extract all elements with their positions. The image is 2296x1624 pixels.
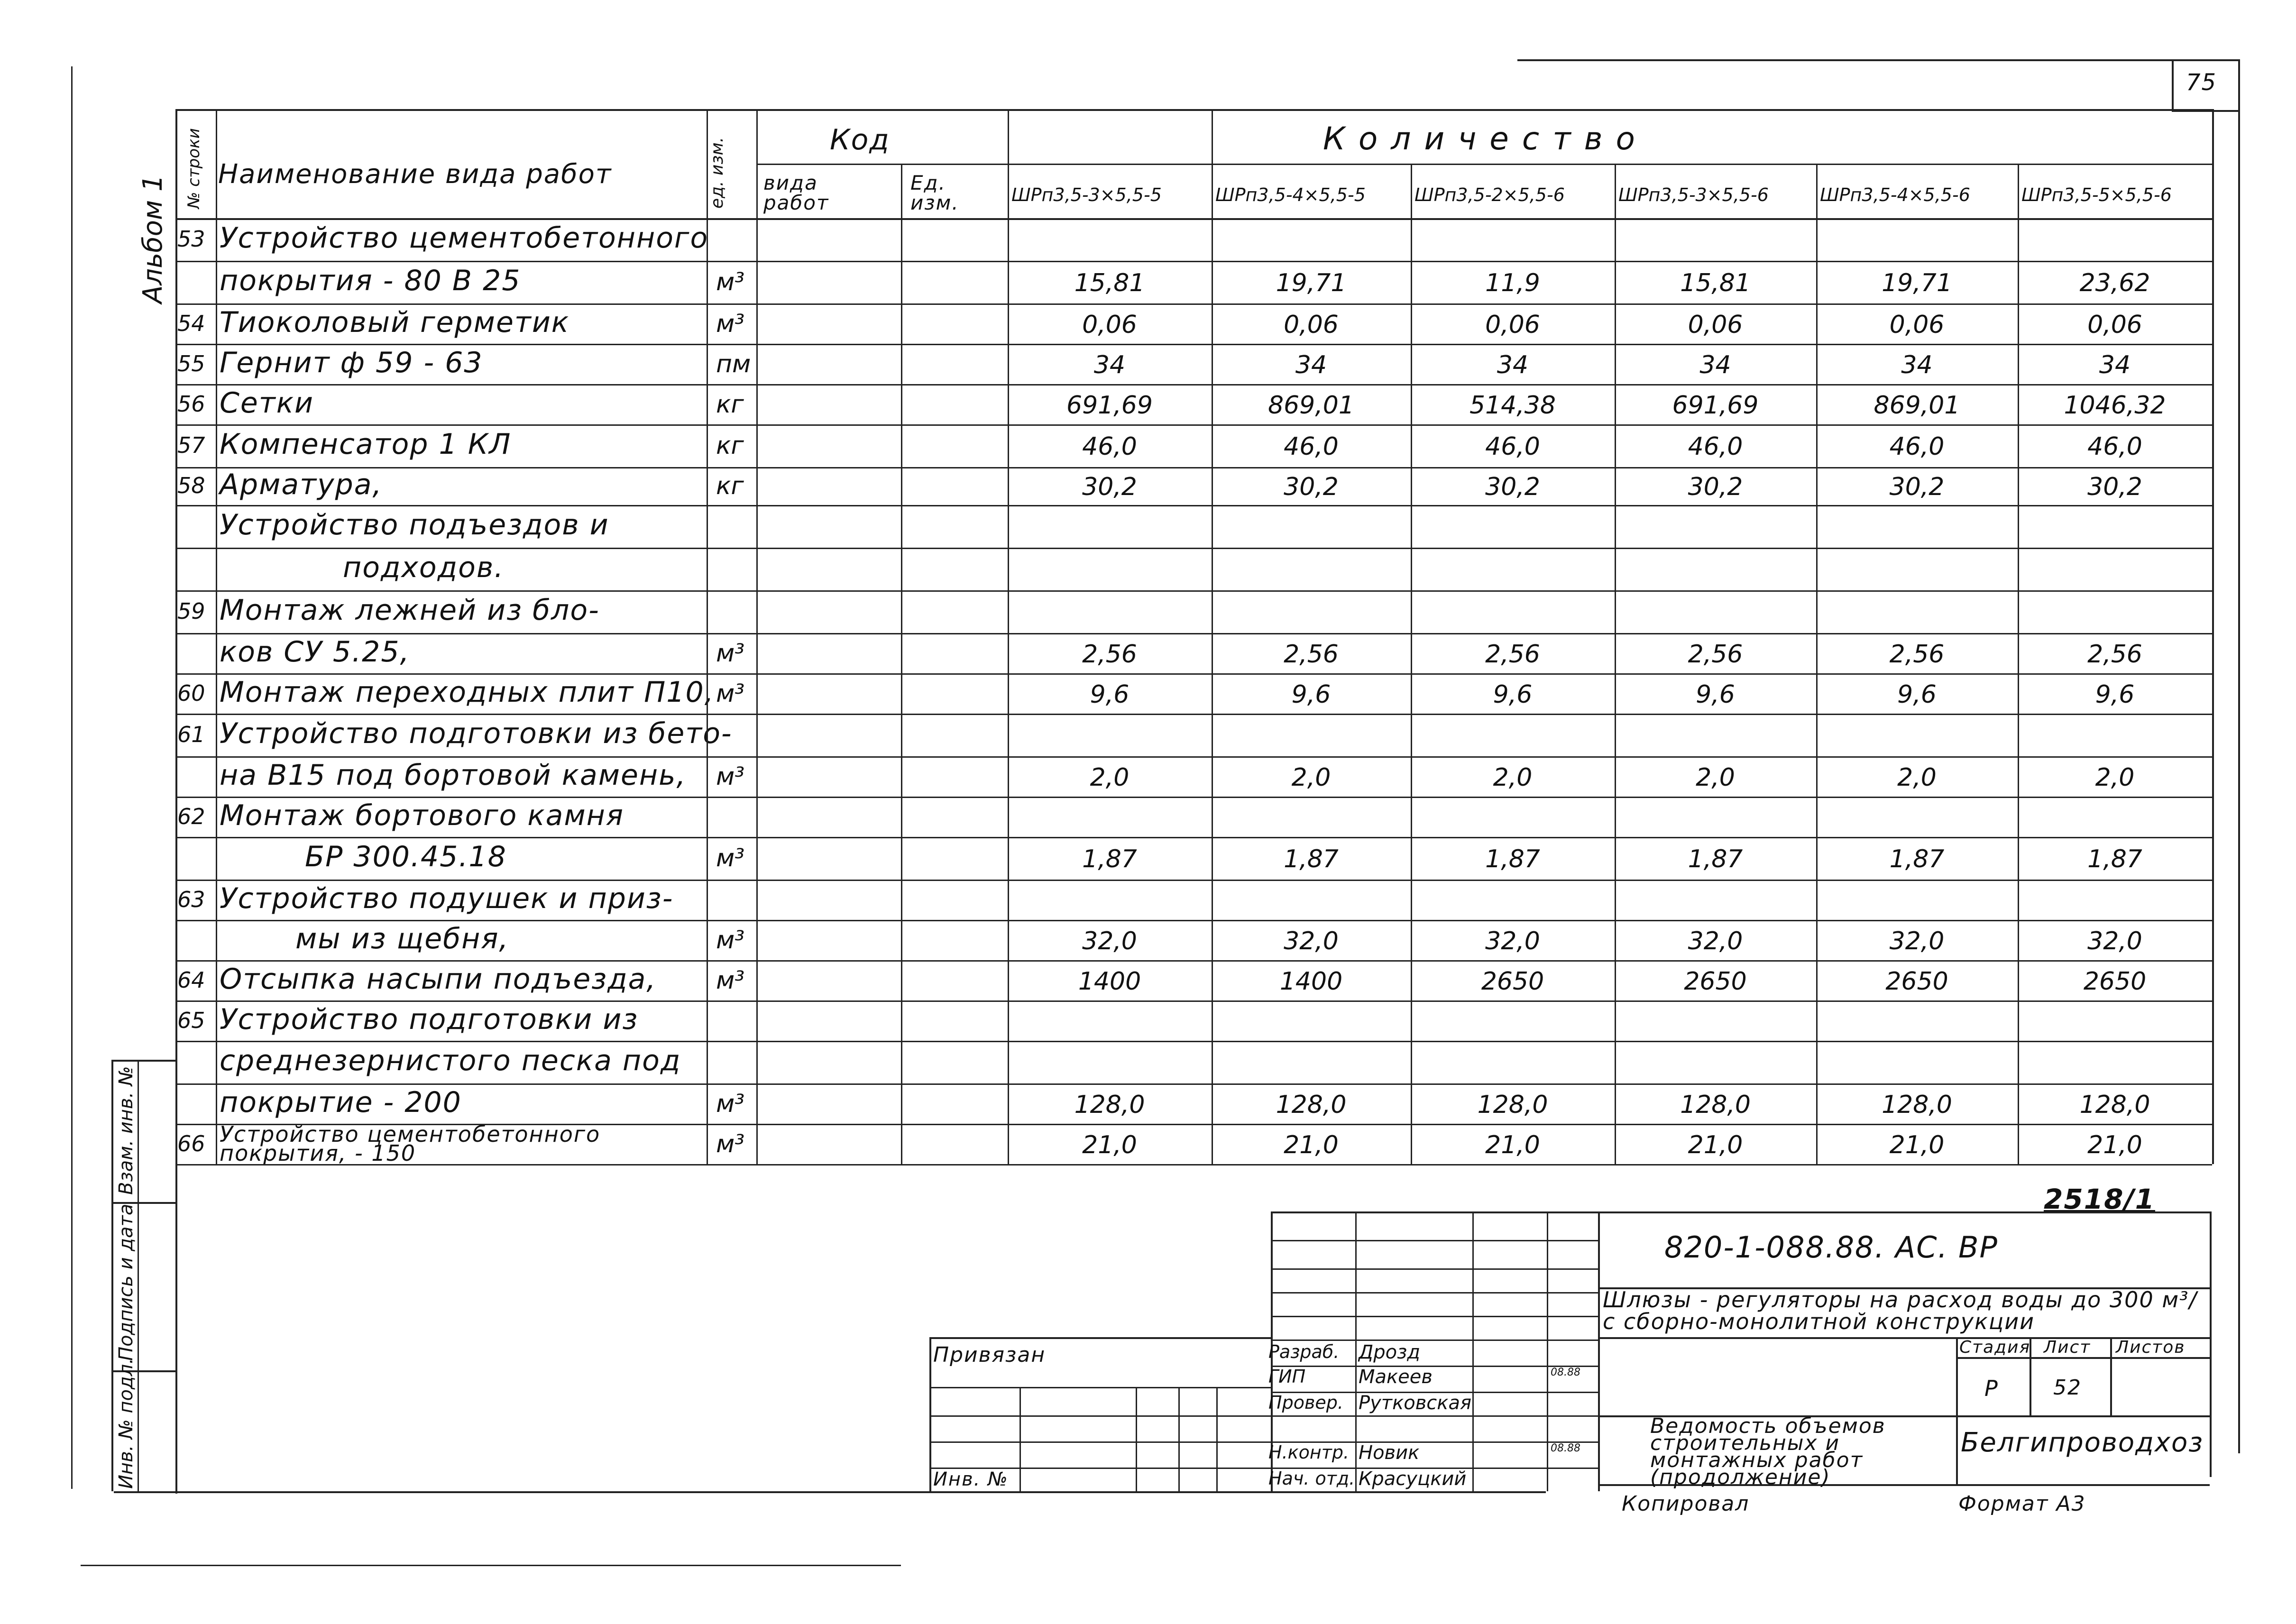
stamp-date: 08.88 bbox=[1551, 1367, 1580, 1378]
stage-value: Р bbox=[1984, 1376, 1999, 1401]
quantity-cell: 2,0 bbox=[1291, 763, 1331, 792]
header-code: Код bbox=[830, 123, 890, 156]
quantity-cell: 514,38 bbox=[1469, 391, 1556, 420]
quantity-cell: 46,0 bbox=[1485, 432, 1540, 461]
header-unit: ед. изм. bbox=[707, 137, 727, 209]
header-row-no: № строки bbox=[184, 128, 203, 209]
quantity-cell: 0,06 bbox=[1889, 310, 1945, 339]
stage-label: Стадия bbox=[1959, 1338, 2031, 1357]
row-number: 53 bbox=[177, 226, 205, 252]
unit-cell: кг bbox=[716, 390, 744, 419]
work-name: подходов. bbox=[343, 551, 505, 584]
work-name: Устройство подготовки из bbox=[220, 1002, 639, 1036]
row-line bbox=[175, 673, 2212, 675]
row-number: 57 bbox=[177, 432, 205, 458]
work-name: Компенсатор 1 КЛ bbox=[220, 428, 512, 461]
quantity-cell: 15,81 bbox=[1074, 269, 1145, 297]
quantity-cell: 34 bbox=[1093, 350, 1126, 379]
quantity-cell: 19,71 bbox=[1276, 269, 1347, 297]
quantity-cell: 46,0 bbox=[1284, 432, 1339, 461]
quantity-cell: 2,56 bbox=[1082, 640, 1137, 669]
quantity-cell: 21,0 bbox=[1082, 1130, 1137, 1159]
row-line bbox=[175, 920, 2212, 921]
quantity-cell: 46,0 bbox=[1889, 432, 1945, 461]
row-line bbox=[175, 714, 2212, 715]
quantity-cell: 34 bbox=[1699, 350, 1731, 379]
inv-no-label: Инв. № bbox=[933, 1468, 1009, 1490]
quantity-cell: 1400 bbox=[1279, 967, 1343, 996]
quantity-cell: 21,0 bbox=[1284, 1130, 1339, 1159]
quantity-cell: 869,01 bbox=[1268, 391, 1354, 420]
quantity-cell: 9,6 bbox=[1696, 680, 1735, 709]
unit-cell: м³ bbox=[716, 679, 745, 708]
work-name: Отсыпка насыпи подъезда, bbox=[220, 962, 657, 996]
album-label: Альбом 1 bbox=[138, 174, 168, 303]
doc-code: 820-1-088.88. АС. ВР bbox=[1664, 1230, 1998, 1265]
quantity-cell: 30,2 bbox=[1485, 473, 1540, 501]
row-number: 65 bbox=[177, 1007, 205, 1033]
quantity-column-header: ШРп3,5-2×5,5-6 bbox=[1414, 184, 1565, 205]
quantity-cell: 11,9 bbox=[1485, 269, 1540, 297]
quantity-cell: 21,0 bbox=[1688, 1130, 1743, 1159]
quantity-cell: 128,0 bbox=[1276, 1090, 1347, 1119]
column-line bbox=[175, 109, 177, 1164]
privyazan-r1 bbox=[929, 1387, 1271, 1388]
quantity-cell: 32,0 bbox=[1688, 927, 1743, 955]
work-name: Тиоколовый герметик bbox=[220, 305, 570, 339]
quantity-cell: 2,0 bbox=[1493, 763, 1533, 792]
stamp-person: Красуцкий bbox=[1359, 1468, 1467, 1490]
stamp-stage-div2 bbox=[2110, 1337, 2112, 1415]
row-line bbox=[175, 960, 2212, 962]
row-line bbox=[175, 261, 2212, 262]
header-name: Наименование вида работ bbox=[218, 159, 612, 190]
quantity-cell: 34 bbox=[2099, 350, 2131, 379]
work-name: Устройство цементобетонного bbox=[220, 221, 709, 255]
quantity-cell: 128,0 bbox=[2079, 1090, 2150, 1119]
quantity-cell: 46,0 bbox=[1082, 432, 1137, 461]
column-line bbox=[901, 164, 902, 1164]
column-line bbox=[216, 109, 217, 1164]
row-line bbox=[175, 384, 2212, 385]
stamp-person: Рутковская bbox=[1359, 1392, 1472, 1414]
stamp-row-line bbox=[1271, 1415, 1598, 1417]
work-name: Гернит ф 59 - 63 bbox=[220, 346, 483, 379]
side-stamp-left bbox=[111, 1060, 113, 1491]
work-name: мы из щебня, bbox=[295, 922, 509, 955]
quantity-cell: 32,0 bbox=[1889, 927, 1945, 955]
stamp-date: 08.88 bbox=[1551, 1442, 1580, 1454]
quantity-cell: 9,6 bbox=[1897, 680, 1937, 709]
row-line bbox=[175, 344, 2212, 345]
work-name: БР 300.45.18 bbox=[305, 840, 507, 873]
page-number: 75 bbox=[2186, 69, 2217, 96]
quantity-column-header: ШРп3,5-4×5,5-6 bbox=[1820, 184, 1970, 205]
row-line bbox=[175, 1164, 2212, 1165]
unit-cell: м³ bbox=[716, 1129, 745, 1158]
unit-cell: м³ bbox=[716, 762, 745, 791]
row-line bbox=[175, 303, 2212, 305]
column-line bbox=[707, 109, 708, 1164]
quantity-cell: 2,56 bbox=[1485, 640, 1540, 669]
work-name: Монтаж бортового камня bbox=[220, 798, 624, 832]
row-number: 63 bbox=[177, 886, 205, 912]
work-name: Сетки bbox=[220, 386, 314, 420]
stamp-role: Провер. bbox=[1268, 1392, 1343, 1413]
work-name: Арматура, bbox=[220, 468, 383, 501]
stamp-stage-line bbox=[1956, 1357, 2210, 1359]
side-stamp-inner bbox=[138, 1060, 139, 1491]
work-name: покрытия - 80 В 25 bbox=[220, 264, 521, 297]
row-line bbox=[175, 424, 2212, 426]
row-line bbox=[175, 756, 2212, 758]
stamp-org-divider bbox=[1956, 1337, 1958, 1484]
quantity-cell: 32,0 bbox=[2087, 927, 2142, 955]
column-line bbox=[1212, 109, 1213, 1164]
quantity-cell: 2650 bbox=[1885, 967, 1948, 996]
stamp-row-line bbox=[1271, 1316, 1598, 1317]
stamp-row-line bbox=[1271, 1292, 1598, 1294]
stamp-col-role bbox=[1355, 1211, 1357, 1491]
row-number: 61 bbox=[177, 722, 205, 747]
quantity-column-header: ШРп3,5-3×5,5-6 bbox=[1618, 184, 1769, 205]
row-number: 62 bbox=[177, 803, 205, 829]
sheet-label: Лист bbox=[2044, 1338, 2091, 1357]
quantity-cell: 128,0 bbox=[1477, 1090, 1548, 1119]
work-name: среднезернистого песка под bbox=[220, 1044, 681, 1077]
quantity-cell: 2,56 bbox=[2087, 640, 2142, 669]
sheet-value: 52 bbox=[2053, 1376, 2082, 1400]
quantity-cell: 30,2 bbox=[1284, 473, 1339, 501]
quantity-cell: 2,0 bbox=[1696, 763, 1735, 792]
row-line bbox=[175, 505, 2212, 506]
quantity-cell: 1046,32 bbox=[2064, 391, 2166, 420]
format-label: Формат А3 bbox=[1958, 1492, 2086, 1516]
column-line bbox=[1411, 164, 1412, 1164]
row-line bbox=[175, 1124, 2212, 1125]
privyazan-label: Привязан bbox=[933, 1343, 1046, 1367]
stamp-right-line bbox=[2210, 1211, 2212, 1477]
quantity-cell: 30,2 bbox=[2087, 473, 2142, 501]
quantity-cell: 2,56 bbox=[1688, 640, 1743, 669]
row-line bbox=[175, 1083, 2212, 1085]
stamp-col-date bbox=[1547, 1211, 1548, 1491]
work-name: Устройство подушек и приз- bbox=[220, 881, 674, 915]
quantity-column-header: ШРп3,5-5×5,5-6 bbox=[2021, 184, 2172, 205]
copied-label: Копировал bbox=[1622, 1492, 1750, 1516]
quantity-cell: 1,87 bbox=[1485, 845, 1540, 873]
quantity-cell: 1,87 bbox=[1284, 845, 1339, 873]
row-number: 60 bbox=[177, 680, 205, 706]
stamp-row-line bbox=[1271, 1268, 1598, 1270]
column-line bbox=[1008, 109, 1009, 1164]
project-title: Шлюзы - регуляторы на расход воды до 300 м³/с сборно-монолитной конструкции bbox=[1603, 1287, 2197, 1334]
quantity-cell: 34 bbox=[1497, 350, 1529, 379]
row-number: 59 bbox=[177, 598, 205, 624]
work-name: Устройство цементобетонного покрытия, - 150 bbox=[220, 1121, 601, 1166]
quantity-cell: 21,0 bbox=[1485, 1130, 1540, 1159]
side-stamp-replace: Взам. инв. № bbox=[115, 1066, 137, 1195]
row-line bbox=[175, 590, 2212, 592]
sheets-label: Листов bbox=[2116, 1338, 2186, 1357]
quantity-cell: 9,6 bbox=[2095, 680, 2135, 709]
unit-cell: м³ bbox=[716, 268, 745, 296]
work-name: Монтаж лежней из бло- bbox=[220, 594, 600, 627]
privyazan-c3 bbox=[1178, 1387, 1180, 1491]
quantity-cell: 2,56 bbox=[1889, 640, 1945, 669]
row-line bbox=[175, 633, 2212, 634]
quantity-cell: 128,0 bbox=[1074, 1090, 1145, 1119]
quantity-cell: 30,2 bbox=[1082, 473, 1137, 501]
quantity-column-header: ШРп3,5-4×5,5-5 bbox=[1215, 184, 1366, 205]
unit-cell: пм bbox=[716, 349, 751, 378]
row-line bbox=[175, 1000, 2212, 1002]
table-top-line bbox=[175, 109, 2212, 111]
privyazan-c4 bbox=[1216, 1387, 1218, 1491]
quantity-cell: 1,87 bbox=[2087, 845, 2142, 873]
row-line bbox=[175, 880, 2212, 881]
row-number: 64 bbox=[177, 967, 205, 993]
row-line bbox=[175, 837, 2212, 838]
stamp-row-line bbox=[1271, 1240, 1598, 1241]
header-quantity: Количество bbox=[1323, 120, 1648, 157]
quantity-cell: 46,0 bbox=[2087, 432, 2142, 461]
row-line bbox=[175, 1041, 2212, 1042]
quantity-cell: 34 bbox=[1901, 350, 1933, 379]
quantity-cell: 0,06 bbox=[1485, 310, 1540, 339]
quantity-cell: 2,0 bbox=[2095, 763, 2135, 792]
quantity-cell: 2650 bbox=[1481, 967, 1544, 996]
row-number: 58 bbox=[177, 473, 205, 498]
quantity-cell: 32,0 bbox=[1485, 927, 1540, 955]
quantity-cell: 2,0 bbox=[1897, 763, 1937, 792]
quantity-cell: 32,0 bbox=[1082, 927, 1137, 955]
quantity-cell: 2650 bbox=[2083, 967, 2147, 996]
quantity-cell: 2650 bbox=[1684, 967, 1747, 996]
quantity-cell: 21,0 bbox=[1889, 1130, 1945, 1159]
quantity-cell: 34 bbox=[1295, 350, 1327, 379]
stamp-col-sign bbox=[1472, 1211, 1474, 1491]
stamp-row-line bbox=[1271, 1366, 1598, 1367]
quantity-cell: 128,0 bbox=[1680, 1090, 1751, 1119]
quantity-cell: 46,0 bbox=[1688, 432, 1743, 461]
privyazan-c2 bbox=[1136, 1387, 1137, 1491]
doc-title: Ведомость объемов строительных и монтажных работ (продолжение) bbox=[1650, 1414, 1886, 1489]
work-name: Устройство подъездов и bbox=[220, 508, 609, 541]
unit-cell: м³ bbox=[716, 639, 745, 668]
column-line bbox=[1816, 164, 1818, 1164]
unit-cell: кг bbox=[716, 472, 744, 500]
quantity-cell: 691,69 bbox=[1066, 391, 1153, 420]
quantity-cell: 19,71 bbox=[1882, 269, 1952, 297]
quantity-cell: 869,01 bbox=[1874, 391, 1960, 420]
stamp-top-line bbox=[1271, 1211, 2210, 1213]
quantity-cell: 32,0 bbox=[1284, 927, 1339, 955]
stamp-main-divider bbox=[1598, 1211, 1600, 1491]
privyazan-top bbox=[929, 1337, 1271, 1339]
privyazan-c1 bbox=[1019, 1387, 1021, 1491]
quantity-cell: 0,06 bbox=[1284, 310, 1339, 339]
quantity-cell: 9,6 bbox=[1291, 680, 1331, 709]
quantity-cell: 9,6 bbox=[1493, 680, 1533, 709]
unit-cell: кг bbox=[716, 431, 744, 460]
quantity-cell: 21,0 bbox=[2087, 1130, 2142, 1159]
quantity-cell: 23,62 bbox=[2079, 269, 2150, 297]
column-line bbox=[2212, 109, 2214, 1164]
stamp-role: Разраб. bbox=[1268, 1341, 1340, 1362]
quantity-cell: 30,2 bbox=[1688, 473, 1743, 501]
column-line bbox=[756, 109, 758, 1164]
quantity-cell: 128,0 bbox=[1882, 1090, 1952, 1119]
quantity-cell: 0,06 bbox=[1688, 310, 1743, 339]
column-line bbox=[1615, 164, 1616, 1164]
stamp-person: Макеев bbox=[1359, 1366, 1433, 1388]
stamp-role: Н.контр. bbox=[1268, 1442, 1350, 1463]
privyazan-r3 bbox=[929, 1441, 1271, 1443]
side-stamp-top bbox=[111, 1060, 175, 1062]
unit-cell: м³ bbox=[716, 844, 745, 872]
quantity-cell: 0,06 bbox=[2087, 310, 2142, 339]
row-number: 55 bbox=[177, 350, 205, 376]
row-number: 66 bbox=[177, 1130, 205, 1156]
stamp-person: Новик bbox=[1359, 1442, 1420, 1464]
header-mid-line bbox=[756, 164, 2212, 165]
row-line bbox=[175, 218, 2212, 220]
row-number: 54 bbox=[177, 310, 205, 336]
quantity-column-header: ШРп3,5-3×5,5-5 bbox=[1011, 184, 1162, 205]
stamp-role: ГИП bbox=[1268, 1366, 1306, 1387]
stamp-person: Дрозд bbox=[1359, 1341, 1421, 1363]
quantity-cell: 691,69 bbox=[1672, 391, 1759, 420]
unit-cell: м³ bbox=[716, 926, 745, 954]
quantity-cell: 30,2 bbox=[1889, 473, 1945, 501]
organization: Белгипроводхоз bbox=[1961, 1427, 2204, 1458]
stamp-role: Нач. отд. bbox=[1268, 1468, 1355, 1489]
row-line bbox=[175, 797, 2212, 798]
row-number: 56 bbox=[177, 391, 205, 417]
side-stamp-inv-no: Инв. № подл. bbox=[115, 1358, 137, 1489]
work-name: на В15 под бортовой камень, bbox=[220, 758, 687, 792]
quantity-cell: 1,87 bbox=[1688, 845, 1743, 873]
column-line bbox=[2018, 164, 2019, 1164]
header-code-work: вида работ bbox=[763, 171, 829, 214]
quantity-cell: 2,56 bbox=[1284, 640, 1339, 669]
work-name: Монтаж переходных плит П10, bbox=[220, 675, 715, 709]
privyazan-r2 bbox=[929, 1415, 1271, 1417]
unit-cell: м³ bbox=[716, 1089, 745, 1118]
unit-cell: м³ bbox=[716, 309, 745, 338]
unit-cell: м³ bbox=[716, 966, 745, 995]
header-code-unit: Ед. изм. bbox=[910, 171, 959, 214]
side-stamp-sign-date: Подпись и дата bbox=[115, 1203, 137, 1361]
work-name: Устройство подготовки из бето- bbox=[220, 717, 733, 750]
work-name: покрытие - 200 bbox=[220, 1085, 462, 1119]
row-line bbox=[175, 467, 2212, 468]
quantity-cell: 15,81 bbox=[1680, 269, 1751, 297]
quantity-cell: 1400 bbox=[1078, 967, 1141, 996]
quantity-cell: 1,87 bbox=[1889, 845, 1945, 873]
quantity-cell: 1,87 bbox=[1082, 845, 1137, 873]
row-line bbox=[175, 548, 2212, 549]
stamp-row-line bbox=[1271, 1340, 1598, 1341]
sheet-mark: 2518/1 bbox=[2044, 1183, 2155, 1215]
quantity-cell: 9,6 bbox=[1090, 680, 1130, 709]
quantity-cell: 0,06 bbox=[1082, 310, 1137, 339]
quantity-cell: 2,0 bbox=[1090, 763, 1130, 792]
work-name: ков СУ 5.25, bbox=[220, 635, 410, 669]
